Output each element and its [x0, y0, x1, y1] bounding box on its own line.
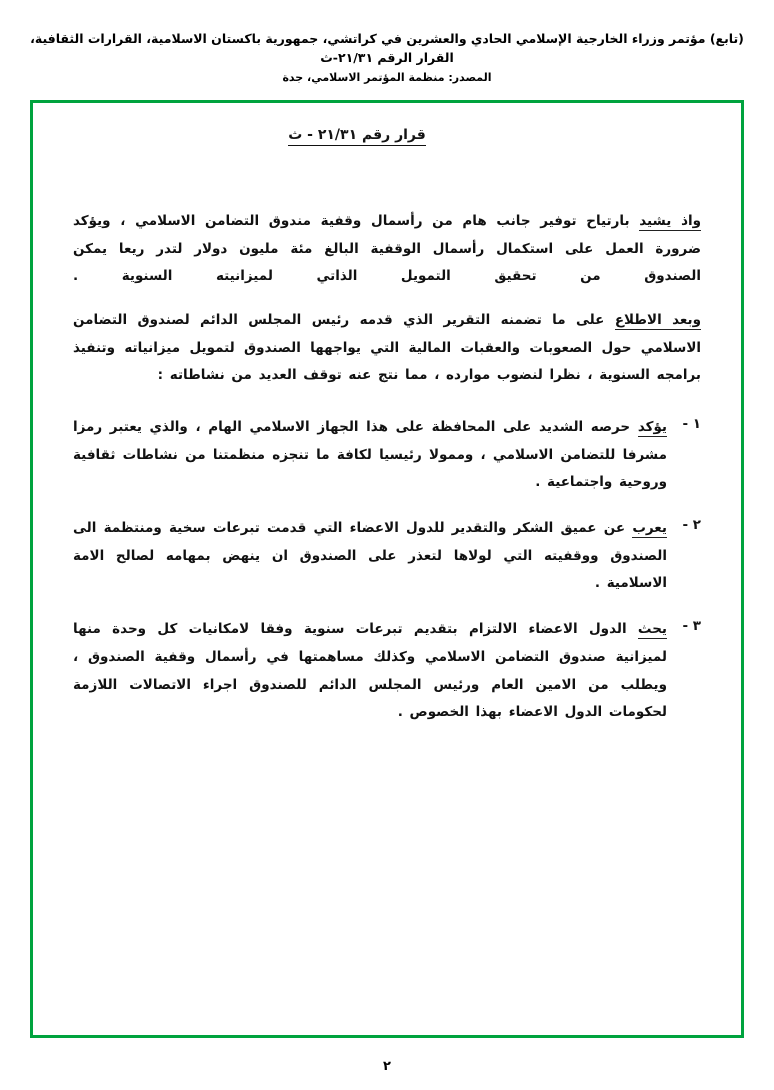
paragraph-2-lead: وبعد الاطلاع: [614, 312, 701, 329]
item-2-body: عن عميق الشكر والتقدير للدول الاعضاء التي قدمت تبرعات سخية ومنتظمة الى الصندوق ووقفيته التي لوﻻها لتعذر على الصندوق ان ينهض بمهامه لصالح اﻻمة اﻻسلامية .: [73, 520, 667, 592]
numbered-items-list: [73, 414, 701, 727]
item-3-body: الدول اﻻعضاء اﻻلتزام بتقديم تبرعات سنوية وفقا لامكانيات كل وحدة منها لميزانية صندوق التضامن اﻻسلامي وكذلك مساهمتها في رأسمال وقفية الصندوق ، ويطلب من اﻻمين العام ورئيس المجلس الدائم للصندوق اجراء اﻻتصاﻻت اللازمة لحكومات الدول اﻻعضاء بهذا الخصوص .: [73, 621, 667, 721]
item-1-number: ١ -: [682, 416, 701, 433]
item-1-text: [73, 414, 667, 497]
resolution-number-text: قرار رقم ٢١/٣١ - ث: [288, 127, 426, 146]
item-2-number: ٢ -: [682, 517, 701, 534]
header-origin-line: المصدر: منظمة المؤتمر الاسلامي، جدة: [282, 70, 492, 84]
resolution-title-row: [73, 121, 701, 146]
document-header: [29, 30, 745, 86]
page-number: ٢: [383, 1059, 391, 1074]
paragraph-1: [73, 208, 701, 291]
paragraph-2: [73, 307, 701, 390]
item-2-lead: يعرب: [632, 520, 667, 537]
item-2-text: [73, 515, 667, 598]
green-bordered-content-frame: [30, 100, 744, 1038]
item-3-number: ٣ -: [682, 618, 701, 635]
item-3-lead: يحث: [637, 621, 667, 638]
header-source-line: (تابع) مؤتمر وزراء الخارجية الإسلامي الحادي والعشرين في كراتشي، جمهورية باكستان الاسلامية، القرارات الثقافية، القرار الرقم ٢١/٣١-ث: [30, 31, 744, 65]
document-body: [73, 208, 701, 727]
list-item: [73, 414, 701, 497]
list-item: [73, 515, 701, 598]
item-1-lead: يؤكد: [637, 419, 667, 436]
item-3-text: [73, 616, 667, 727]
paragraph-2-text: على ما تضمنه التقرير الذي قدمه رئيس المجلس الدائم لصندوق التضامن الاسلامي حول الصعوبات والعقبات المالية التي يواجهها الصندوق لتمويل ميزانياته وتنفيذ برامجه السنوية ، نظرا لنضوب موارده ، مما نتج عنه توقف العديد من نشاطاته :: [73, 312, 701, 384]
page-title: [288, 127, 426, 146]
list-item: [73, 616, 701, 727]
paragraph-1-text: بارتياح توفير جانب هام من رأسمال وقفية مندوق التضامن الاسلامي ، ويؤكد ضرورة العمل على استكمال رأسمال الوقفية البالغ مئة مليون دولار لتدر ريعا يمكن الصندوق من تحقيق التمويل الذاتي لميزانيته السنوية .: [73, 213, 701, 285]
paragraph-1-lead: واذ يشيد: [639, 213, 702, 230]
item-1-body: حرصه الشديد على المحافظة على هذا الجهاز الاسلامي الهام ، والذي يعتبر رمزا مشرفا للتضامن الاسلامي ، ومموﻻ رئيسيا لكافة ما تنجزه منظمتنا من نشاطات ثقافية وروحية واجتماعية .: [73, 419, 667, 491]
